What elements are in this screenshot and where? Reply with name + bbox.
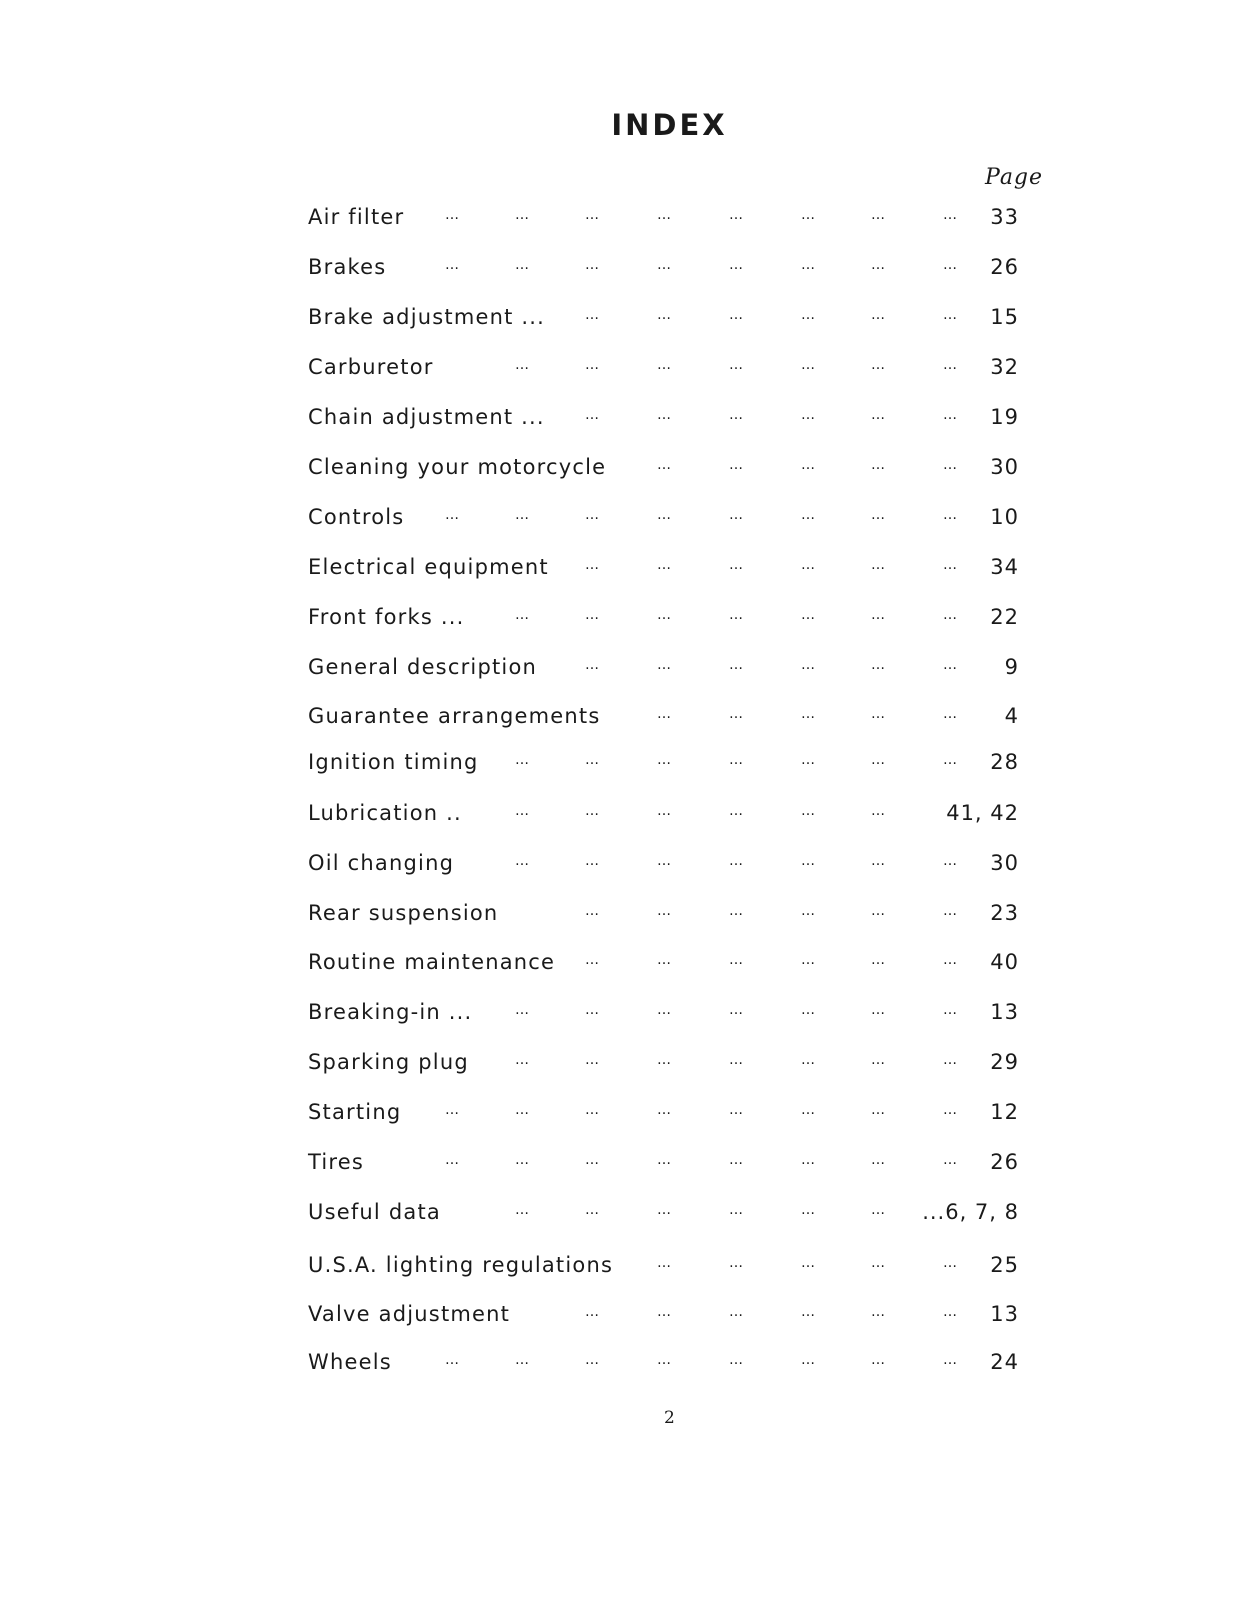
index-entry-label: Rear suspension [308,901,499,925]
leader-dots: … [585,952,601,968]
leader-dots: … [585,803,601,819]
leader-dots: … [729,307,745,323]
footer-page-number: 2 [664,1408,675,1428]
index-entry-label: Routine maintenance [308,950,556,974]
index-entry [308,950,1033,986]
index-entry-label: Guarantee arrangements [308,704,601,728]
index-entry-label: Front forks ... [308,605,465,629]
index-entry [308,750,1033,786]
index-entry-label: Starting [308,1100,402,1124]
leader-dots: … [515,607,531,623]
leader-dots: … [871,207,887,223]
leader-dots: … [871,803,887,819]
leader-dots: … [585,1052,601,1068]
leader-dots: … [801,557,817,573]
leader-dots: … [801,752,817,768]
leader-dots: … [943,903,959,919]
index-entry-page: 41, 42 [946,801,1019,825]
leader-dots: … [585,853,601,869]
index-entry-page: 30 [990,851,1019,875]
leader-dots: … [657,407,673,423]
index-entry [308,355,1033,391]
leader-dots: … [871,1002,887,1018]
leader-dots: … [871,1102,887,1118]
leader-dots: … [871,752,887,768]
index-entry-label: Air filter [308,205,405,229]
leader-dots: … [801,657,817,673]
leader-dots: … [729,1002,745,1018]
leader-dots: … [943,706,959,722]
index-entry-label: Breaking-in ... [308,1000,473,1024]
leader-dots: … [657,1352,673,1368]
leader-dots: … [729,557,745,573]
leader-dots: … [585,207,601,223]
leader-dots: … [871,607,887,623]
leader-dots: … [445,207,461,223]
leader-dots: … [943,607,959,623]
index-entry-label: Wheels [308,1350,392,1374]
leader-dots: … [585,557,601,573]
leader-dots: … [515,1352,531,1368]
leader-dots: … [871,507,887,523]
leader-dots: … [515,752,531,768]
index-entry-label: Lubrication .. [308,801,462,825]
index-entry [308,801,1033,837]
index-entry-page: ...6, 7, 8 [922,1200,1019,1224]
leader-dots: … [515,803,531,819]
leader-dots: … [801,1352,817,1368]
leader-dots: … [657,557,673,573]
leader-dots: … [657,1152,673,1168]
index-entry [308,305,1033,341]
index-entry [308,1350,1033,1386]
leader-dots: … [729,1152,745,1168]
leader-dots: … [871,557,887,573]
leader-dots: … [801,1255,817,1271]
index-entry-label: Tires [308,1150,365,1174]
leader-dots: … [657,706,673,722]
index-entry [308,851,1033,887]
leader-dots: … [801,1102,817,1118]
leader-dots: … [515,357,531,373]
leader-dots: … [585,752,601,768]
leader-dots: … [657,803,673,819]
index-entry-page: 10 [990,505,1019,529]
leader-dots: … [657,853,673,869]
index-entry-page: 22 [990,605,1019,629]
leader-dots: … [657,257,673,273]
index-entry-label: Controls [308,505,405,529]
leader-dots: … [943,1102,959,1118]
index-entry [308,1200,1033,1236]
leader-dots: … [445,1152,461,1168]
leader-dots: … [943,1255,959,1271]
leader-dots: … [657,657,673,673]
index-entry-label: Valve adjustment [308,1302,511,1326]
leader-dots: … [801,1152,817,1168]
leader-dots: … [801,207,817,223]
leader-dots: … [585,1352,601,1368]
leader-dots: … [445,257,461,273]
index-entry [308,1050,1033,1086]
leader-dots: … [871,407,887,423]
index-entry [308,605,1033,641]
leader-dots: … [657,1052,673,1068]
leader-dots: … [871,903,887,919]
index-entry-label: U.S.A. lighting regulations [308,1253,614,1277]
index-entry-label: Ignition timing [308,750,479,774]
index-entry [308,901,1033,937]
leader-dots: … [801,1202,817,1218]
leader-dots: … [445,507,461,523]
leader-dots: … [871,706,887,722]
index-entry-label: Chain adjustment ... [308,405,545,429]
leader-dots: … [585,903,601,919]
leader-dots: … [871,1202,887,1218]
leader-dots: … [729,903,745,919]
index-entry-page: 4 [1004,704,1019,728]
leader-dots: … [943,507,959,523]
leader-dots: … [729,1202,745,1218]
leader-dots: … [801,407,817,423]
index-entry-page: 9 [1004,655,1019,679]
index-entry-page: 26 [990,255,1019,279]
leader-dots: … [657,607,673,623]
index-entry-label: Useful data [308,1200,441,1224]
leader-dots: … [871,457,887,473]
leader-dots: … [943,1352,959,1368]
leader-dots: … [729,1304,745,1320]
page-column-header: Page [985,165,1044,190]
leader-dots: … [801,1052,817,1068]
leader-dots: … [515,207,531,223]
leader-dots: … [585,1202,601,1218]
leader-dots: … [871,1152,887,1168]
leader-dots: … [657,307,673,323]
leader-dots: … [943,207,959,223]
index-entry-page: 15 [990,305,1019,329]
leader-dots: … [943,853,959,869]
leader-dots: … [729,657,745,673]
leader-dots: … [657,903,673,919]
index-entry-page: 30 [990,455,1019,479]
index-entry [308,405,1033,441]
index-entry [308,1000,1033,1036]
leader-dots: … [871,952,887,968]
leader-dots: … [515,1152,531,1168]
leader-dots: … [585,307,601,323]
index-entry-label: Brake adjustment ... [308,305,546,329]
leader-dots: … [585,257,601,273]
index-entry [308,1100,1033,1136]
leader-dots: … [943,307,959,323]
index-entry [308,255,1033,291]
leader-dots: … [943,557,959,573]
leader-dots: … [515,1102,531,1118]
leader-dots: … [657,507,673,523]
index-entry [308,455,1033,491]
leader-dots: … [729,1255,745,1271]
leader-dots: … [943,952,959,968]
leader-dots: … [943,357,959,373]
leader-dots: … [871,307,887,323]
index-entry-page: 19 [990,405,1019,429]
index-entry-page: 32 [990,355,1019,379]
leader-dots: … [871,1352,887,1368]
leader-dots: … [871,1052,887,1068]
leader-dots: … [729,607,745,623]
leader-dots: … [729,952,745,968]
leader-dots: … [585,607,601,623]
leader-dots: … [801,357,817,373]
leader-dots: … [657,1304,673,1320]
index-entry-page: 24 [990,1350,1019,1374]
index-entry-label: Carburetor [308,355,434,379]
leader-dots: … [585,1002,601,1018]
index-entry-page: 29 [990,1050,1019,1074]
leader-dots: … [729,706,745,722]
leader-dots: … [657,357,673,373]
leader-dots: … [801,1304,817,1320]
index-entry-label: Brakes [308,255,387,279]
leader-dots: … [515,507,531,523]
page-title: INDEX [611,108,728,142]
leader-dots: … [943,257,959,273]
leader-dots: … [515,1002,531,1018]
leader-dots: … [585,407,601,423]
leader-dots: … [729,803,745,819]
leader-dots: … [729,207,745,223]
leader-dots: … [729,1102,745,1118]
leader-dots: … [729,257,745,273]
leader-dots: … [871,853,887,869]
leader-dots: … [729,457,745,473]
leader-dots: … [585,357,601,373]
index-entry-page: 25 [990,1253,1019,1277]
leader-dots: … [515,257,531,273]
leader-dots: … [585,1304,601,1320]
index-entry [308,655,1033,691]
leader-dots: … [871,1255,887,1271]
leader-dots: … [801,507,817,523]
index-entry [308,505,1033,541]
index-entry-page: 13 [990,1000,1019,1024]
index-entry-page: 40 [990,950,1019,974]
leader-dots: … [729,752,745,768]
leader-dots: … [657,1102,673,1118]
index-entry-page: 23 [990,901,1019,925]
leader-dots: … [801,607,817,623]
index-entry-label: General description [308,655,537,679]
leader-dots: … [729,507,745,523]
leader-dots: … [943,407,959,423]
index-entry [308,1302,1033,1338]
leader-dots: … [657,457,673,473]
leader-dots: … [585,657,601,673]
leader-dots: … [585,507,601,523]
index-entry [308,704,1033,740]
leader-dots: … [943,1152,959,1168]
index-entry [308,555,1033,591]
leader-dots: … [585,1152,601,1168]
leader-dots: … [943,1304,959,1320]
leader-dots: … [729,1352,745,1368]
leader-dots: … [657,952,673,968]
leader-dots: … [943,1002,959,1018]
leader-dots: … [801,307,817,323]
leader-dots: … [729,407,745,423]
leader-dots: … [801,257,817,273]
index-entry-page: 12 [990,1100,1019,1124]
index-entry-label: Oil changing [308,851,455,875]
leader-dots: … [943,457,959,473]
leader-dots: … [515,1052,531,1068]
index-entry-label: Cleaning your motorcycle [308,455,607,479]
leader-dots: … [657,1255,673,1271]
index-entry-page: 13 [990,1302,1019,1326]
leader-dots: … [801,706,817,722]
index-entry [308,1150,1033,1186]
index-entry-page: 34 [990,555,1019,579]
leader-dots: … [943,657,959,673]
leader-dots: … [445,1102,461,1118]
leader-dots: … [871,257,887,273]
leader-dots: … [801,903,817,919]
leader-dots: … [871,357,887,373]
leader-dots: … [801,457,817,473]
index-entry-page: 28 [990,750,1019,774]
leader-dots: … [729,357,745,373]
index-entry-page: 26 [990,1150,1019,1174]
leader-dots: … [657,1002,673,1018]
leader-dots: … [657,752,673,768]
leader-dots: … [801,853,817,869]
leader-dots: … [871,1304,887,1320]
leader-dots: … [657,1202,673,1218]
index-entry-page: 33 [990,205,1019,229]
leader-dots: … [729,1052,745,1068]
index-entry-label: Electrical equipment [308,555,549,579]
leader-dots: … [943,1052,959,1068]
leader-dots: … [943,752,959,768]
leader-dots: … [871,657,887,673]
index-entry-label: Sparking plug [308,1050,469,1074]
leader-dots: … [657,207,673,223]
index-entry [308,1253,1033,1289]
index-entry [308,205,1033,241]
leader-dots: … [801,1002,817,1018]
leader-dots: … [515,853,531,869]
leader-dots: … [585,1102,601,1118]
leader-dots: … [515,1202,531,1218]
leader-dots: … [445,1352,461,1368]
leader-dots: … [729,853,745,869]
leader-dots: … [801,952,817,968]
leader-dots: … [801,803,817,819]
